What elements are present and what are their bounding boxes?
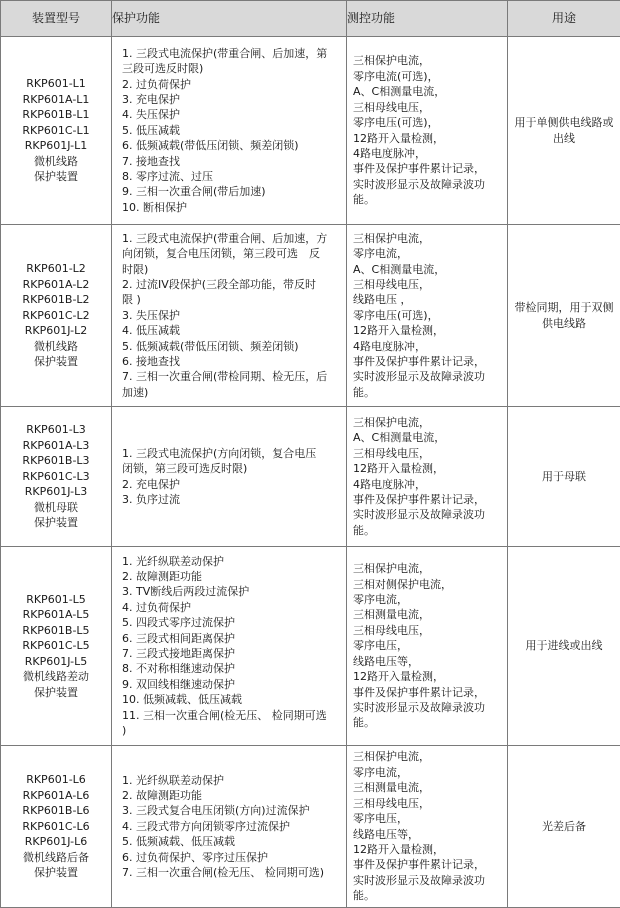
- header-protection: 保护功能: [112, 1, 347, 37]
- protection-cell-line: 3. 三段式复合电压闭锁(方向)过流保护: [122, 803, 342, 818]
- protection-cell: [112, 225, 347, 407]
- table-row: [1, 746, 620, 908]
- protection-cell-line: 向闭锁，复合电压闭锁，第三段可选 反: [122, 246, 342, 261]
- measurement-cell-line: 实时波形显示及故障录波功能。: [353, 507, 503, 538]
- protection-cell-line: 10. 断相保护: [122, 200, 342, 215]
- model-cell-line: RKP601C-L5: [3, 638, 109, 654]
- measurement-cell-line: 零序电压(可选)，: [353, 115, 503, 130]
- model-cell-line: 微机线路差动: [3, 669, 109, 685]
- model-cell-line: RKP601C-L3: [3, 469, 109, 485]
- protection-cell-line: 1. 三段式电流保护(方向闭锁，复合电压: [122, 446, 342, 461]
- protection-cell-line: 6. 三段式相间距离保护: [122, 631, 342, 646]
- measurement-cell-line: 事件及保护事件累计记录，: [353, 161, 503, 176]
- header-usage: 用途: [508, 1, 620, 37]
- measurement-cell-line: 能。: [353, 192, 503, 207]
- measurement-cell-line: 三相保护电流，: [353, 53, 503, 68]
- usage-cell-line: 供电线路: [512, 316, 616, 331]
- measurement-cell-line: 三相测量电流，: [353, 607, 503, 622]
- measurement-cell-line: 实时波形显示及故障录波功能。: [353, 700, 503, 731]
- measurement-cell-line: 能。: [353, 888, 503, 903]
- measurement-cell-line: 12路开入量检测，: [353, 461, 503, 476]
- model-cell-line: RKP601B-L2: [3, 292, 109, 308]
- protection-cell-line: 5. 低压减载: [122, 123, 342, 138]
- model-cell: [1, 547, 112, 746]
- measurement-cell-line: 4路电度脉冲，: [353, 339, 503, 354]
- model-cell-line: RKP601J-L3: [3, 484, 109, 500]
- protection-cell-line: 1. 光纤纵联差动保护: [122, 554, 342, 569]
- protection-cell-line: 2. 故障测距功能: [122, 788, 342, 803]
- measurement-cell-line: 零序电流(可选)，: [353, 69, 503, 84]
- protection-cell-line: ): [122, 723, 342, 738]
- usage-cell: [508, 407, 620, 547]
- model-cell-line: RKP601-L3: [3, 422, 109, 438]
- model-cell-line: RKP601C-L1: [3, 123, 109, 139]
- model-cell: [1, 407, 112, 547]
- protection-cell-line: 3. 充电保护: [122, 92, 342, 107]
- protection-cell-line: 5. 低频减载、低压减载: [122, 834, 342, 849]
- measurement-cell-line: 事件及保护事件累计记录，: [353, 492, 503, 507]
- measurement-cell-line: 12路开入量检测，: [353, 842, 503, 857]
- model-cell-line: 保护装置: [3, 865, 109, 881]
- model-cell-line: RKP601B-L5: [3, 623, 109, 639]
- protection-cell-line: 限 ): [122, 292, 342, 307]
- measurement-cell-line: A、C相测量电流，: [353, 84, 503, 99]
- model-cell-line: RKP601C-L2: [3, 308, 109, 324]
- measurement-cell-line: 线路电压 ，: [353, 292, 503, 307]
- protection-cell-line: 1. 三段式电流保护(带重合闸、后加速，方: [122, 231, 342, 246]
- usage-cell-line: 用于单侧供电线路或: [512, 115, 616, 130]
- protection-cell-line: 三段可选反时限): [122, 61, 342, 76]
- protection-cell-line: 7. 接地查找: [122, 154, 342, 169]
- model-cell-line: RKP601A-L1: [3, 92, 109, 108]
- model-cell: [1, 225, 112, 407]
- measurement-cell-line: 零序电压，: [353, 811, 503, 826]
- protection-cell-line: 8. 零序过流、过压: [122, 169, 342, 184]
- usage-cell: [508, 37, 620, 225]
- measurement-cell-line: A、C相测量电流，: [353, 430, 503, 445]
- measurement-cell-line: 三相保护电流，: [353, 415, 503, 430]
- measurement-cell-line: 事件及保护事件累计记录，: [353, 685, 503, 700]
- protection-cell: [112, 547, 347, 746]
- model-cell-line: RKP601J-L5: [3, 654, 109, 670]
- model-cell-line: 微机线路: [3, 154, 109, 170]
- protection-cell-line: 10. 低频减载、低压减载: [122, 692, 342, 707]
- protection-cell-line: 5. 低频减载(带低压闭锁、频差闭锁): [122, 339, 342, 354]
- protection-cell-line: 4. 低压减载: [122, 323, 342, 338]
- model-cell-line: RKP601J-L1: [3, 138, 109, 154]
- measurement-cell-line: 三相对侧保护电流，: [353, 577, 503, 592]
- usage-cell: [508, 225, 620, 407]
- model-cell: [1, 746, 112, 908]
- protection-cell-line: 加速): [122, 385, 342, 400]
- protection-cell-line: 2. 充电保护: [122, 477, 342, 492]
- model-cell-line: 微机线路后备: [3, 850, 109, 866]
- table-row: [1, 225, 620, 407]
- protection-cell-line: 6. 低频减载(带低压闭锁、频差闭锁): [122, 138, 342, 153]
- protection-cell-line: 时限): [122, 262, 342, 277]
- measurement-cell-line: 三相测量电流，: [353, 780, 503, 795]
- measurement-cell-line: 事件及保护事件累计记录，: [353, 857, 503, 872]
- protection-cell-line: 7. 三相一次重合闸(检无压、 检同期可选): [122, 865, 342, 880]
- protection-cell-line: 1. 三段式电流保护(带重合闸、后加速，第: [122, 46, 342, 61]
- model-cell-line: RKP601A-L5: [3, 607, 109, 623]
- measurement-cell: [347, 407, 508, 547]
- header-model: 装置型号: [1, 1, 112, 37]
- model-cell-line: RKP601B-L1: [3, 107, 109, 123]
- protection-cell: [112, 37, 347, 225]
- measurement-cell: [347, 746, 508, 908]
- measurement-cell-line: 12路开入量检测，: [353, 131, 503, 146]
- model-cell-line: RKP601-L6: [3, 772, 109, 788]
- model-cell: [1, 37, 112, 225]
- measurement-cell: [347, 225, 508, 407]
- measurement-cell-line: 三相母线电压，: [353, 623, 503, 638]
- protection-cell-line: 4. 三段式带方向闭锁零序过流保护: [122, 819, 342, 834]
- measurement-cell-line: 三相保护电流，: [353, 749, 503, 764]
- protection-cell-line: 3. 负序过流: [122, 492, 342, 507]
- measurement-cell-line: 三相母线电压，: [353, 446, 503, 461]
- model-cell-line: 保护装置: [3, 685, 109, 701]
- usage-cell-line: 光差后备: [512, 819, 616, 834]
- protection-cell-line: 4. 失压保护: [122, 107, 342, 122]
- table-row: [1, 547, 620, 746]
- model-cell-line: RKP601-L1: [3, 76, 109, 92]
- protection-cell-line: 11. 三相一次重合闸(检无压、 检同期可选: [122, 708, 342, 723]
- measurement-cell-line: 零序电压(可选)，: [353, 308, 503, 323]
- measurement-cell-line: 实时波形显示及故障录波功: [353, 177, 503, 192]
- header-measurement: 测控功能: [347, 1, 508, 37]
- protection-cell-line: 2. 过负荷保护: [122, 77, 342, 92]
- protection-cell-line: 7. 三相一次重合闸(带检同期、检无压，后: [122, 369, 342, 384]
- measurement-cell-line: 实时波形显示及故障录波功能。: [353, 369, 503, 400]
- measurement-cell-line: 实时波形显示及故障录波功: [353, 873, 503, 888]
- protection-cell-line: 9. 三相一次重合闸(带后加速): [122, 184, 342, 199]
- measurement-cell-line: 零序电流，: [353, 765, 503, 780]
- usage-cell-line: 用于进线或出线: [512, 638, 616, 653]
- model-cell-line: 微机母联: [3, 500, 109, 516]
- model-cell-line: 微机线路: [3, 339, 109, 355]
- protection-cell-line: 7. 三段式接地距离保护: [122, 646, 342, 661]
- usage-cell: [508, 746, 620, 908]
- model-cell-line: RKP601J-L6: [3, 834, 109, 850]
- measurement-cell-line: 线路电压等，: [353, 827, 503, 842]
- model-cell-line: RKP601-L2: [3, 261, 109, 277]
- header-row: [1, 1, 620, 37]
- protection-cell-line: 1. 光纤纵联差动保护: [122, 773, 342, 788]
- protection-cell-line: 5. 四段式零序过流保护: [122, 615, 342, 630]
- protection-cell-line: 3. 失压保护: [122, 308, 342, 323]
- protection-cell: [112, 746, 347, 908]
- measurement-cell-line: 三相母线电压，: [353, 100, 503, 115]
- measurement-cell: [347, 37, 508, 225]
- measurement-cell-line: 三相保护电流，: [353, 231, 503, 246]
- measurement-cell-line: 12路开入量检测，: [353, 669, 503, 684]
- measurement-cell-line: 线路电压等，: [353, 654, 503, 669]
- model-cell-line: RKP601A-L3: [3, 438, 109, 454]
- protection-cell-line: 2. 故障测距功能: [122, 569, 342, 584]
- model-cell-line: RKP601C-L6: [3, 819, 109, 835]
- protection-cell-line: 闭锁，第三段可选反时限): [122, 461, 342, 476]
- table-row: [1, 407, 620, 547]
- measurement-cell-line: 零序电流，: [353, 246, 503, 261]
- protection-cell-line: 6. 接地查找: [122, 354, 342, 369]
- measurement-cell-line: 4路电度脉冲，: [353, 477, 503, 492]
- table-row: [1, 37, 620, 225]
- model-cell-line: RKP601A-L2: [3, 277, 109, 293]
- model-cell-line: RKP601-L5: [3, 592, 109, 608]
- model-cell-line: 保护装置: [3, 169, 109, 185]
- measurement-cell-line: 三相保护电流，: [353, 561, 503, 576]
- usage-cell-line: 出线: [512, 131, 616, 146]
- usage-cell-line: 带检同期，用于双侧: [512, 300, 616, 315]
- model-cell-line: RKP601B-L6: [3, 803, 109, 819]
- measurement-cell-line: 三相母线电压，: [353, 796, 503, 811]
- protection-cell-line: 4. 过负荷保护: [122, 600, 342, 615]
- protection-cell-line: 3. TV断线后两段过流保护: [122, 584, 342, 599]
- measurement-cell-line: 三相母线电压，: [353, 277, 503, 292]
- model-cell-line: RKP601J-L2: [3, 323, 109, 339]
- model-cell-line: RKP601B-L3: [3, 453, 109, 469]
- usage-cell-line: 用于母联: [512, 469, 616, 484]
- measurement-cell: [347, 547, 508, 746]
- protection-cell-line: 2. 过流IV段保护(三段全部功能，带反时: [122, 277, 342, 292]
- protection-cell-line: 6. 过负荷保护、零序过压保护: [122, 850, 342, 865]
- measurement-cell-line: 事件及保护事件累计记录，: [353, 354, 503, 369]
- protection-cell-line: 9. 双回线相继速动保护: [122, 677, 342, 692]
- model-cell-line: 保护装置: [3, 515, 109, 531]
- usage-cell: [508, 547, 620, 746]
- measurement-cell-line: A、C相测量电流，: [353, 262, 503, 277]
- measurement-cell-line: 零序电压，: [353, 638, 503, 653]
- measurement-cell-line: 12路开入量检测，: [353, 323, 503, 338]
- protection-cell-line: 8. 不对称相继速动保护: [122, 661, 342, 676]
- measurement-cell-line: 零序电流，: [353, 592, 503, 607]
- measurement-cell-line: 4路电度脉冲，: [353, 146, 503, 161]
- protection-cell: [112, 407, 347, 547]
- model-cell-line: RKP601A-L6: [3, 788, 109, 804]
- model-cell-line: 保护装置: [3, 354, 109, 370]
